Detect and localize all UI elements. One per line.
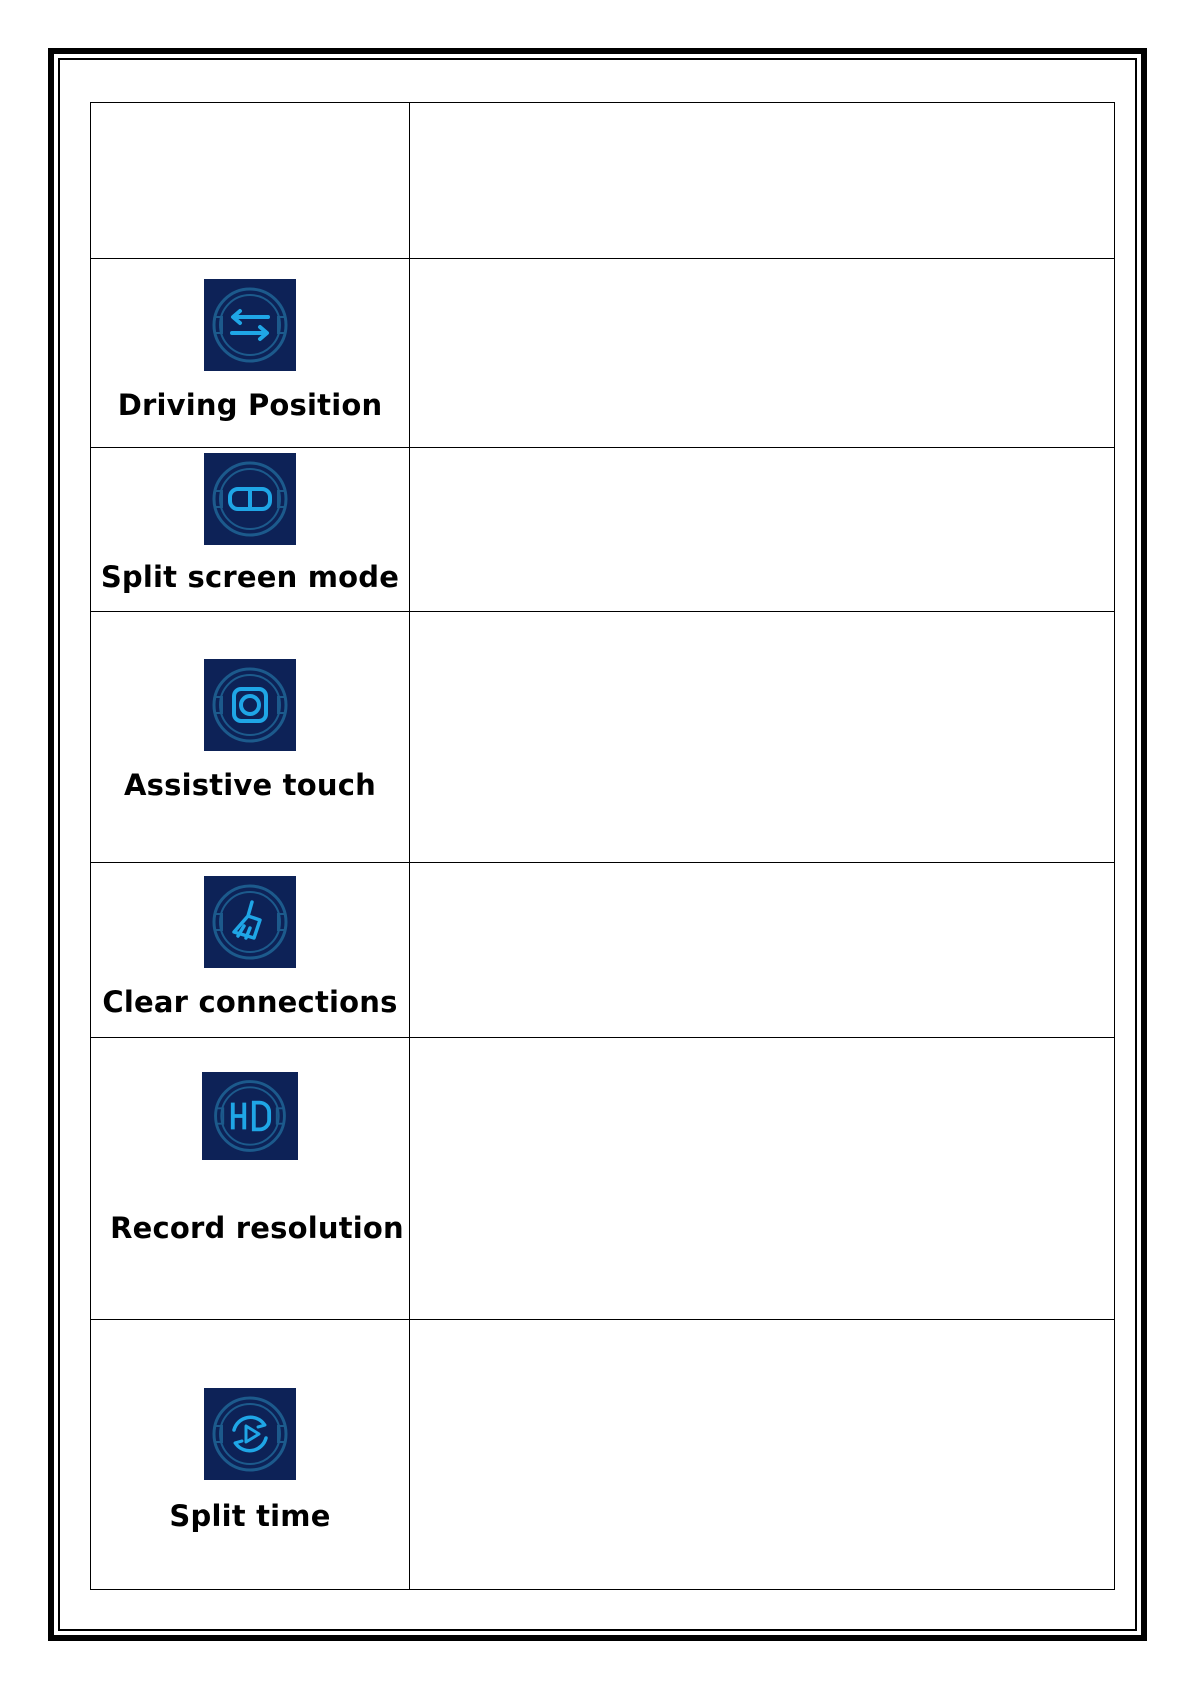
table-row [91, 259, 1115, 448]
icon-cell [91, 103, 410, 259]
icon-cell [91, 612, 410, 863]
swap-arrows-icon [204, 279, 296, 371]
table-row [91, 1320, 1115, 1590]
icon-cell [91, 259, 410, 448]
icon-cell [91, 448, 410, 612]
description-cell [410, 1320, 1115, 1590]
split-screen-icon [204, 453, 296, 545]
description-cell [410, 1038, 1115, 1320]
feature-label: Split time [169, 1498, 331, 1533]
feature-label: Assistive touch [124, 768, 376, 802]
table-row [91, 103, 1115, 259]
description-cell [410, 103, 1115, 259]
feature-table [90, 102, 1115, 1590]
icon-cell [91, 1320, 410, 1590]
feature-label: Record resolution [110, 1210, 404, 1245]
feature-label: Clear connections [102, 985, 398, 1019]
hd-icon [202, 1072, 298, 1160]
icon-cell [91, 1038, 410, 1320]
table-row [91, 1038, 1115, 1320]
description-cell [410, 448, 1115, 612]
description-cell [410, 259, 1115, 448]
feature-label: Split screen mode [100, 559, 400, 594]
broom-icon [204, 876, 296, 968]
assistive-touch-icon [204, 659, 296, 751]
table-row [91, 612, 1115, 863]
table-row [91, 448, 1115, 612]
description-cell [410, 863, 1115, 1038]
feature-label: Driving Position [117, 388, 383, 422]
table-row [91, 863, 1115, 1038]
loop-play-icon [204, 1388, 296, 1480]
description-cell [410, 612, 1115, 863]
icon-cell [91, 863, 410, 1038]
